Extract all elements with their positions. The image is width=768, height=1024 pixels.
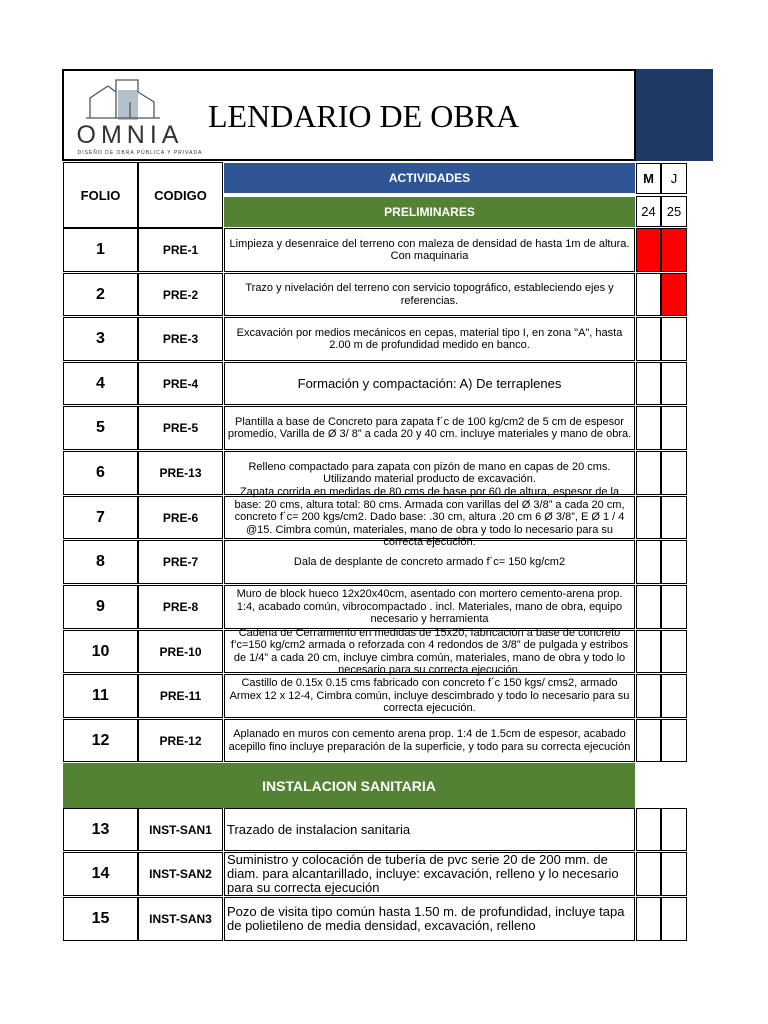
day-num-24: 24: [636, 196, 661, 227]
row-folio: 8: [63, 540, 138, 584]
folio-header: FOLIO: [63, 162, 138, 228]
schedule-cell: [636, 273, 661, 316]
schedule-cell: [661, 674, 687, 718]
schedule-cell-filled: [636, 228, 661, 272]
row-folio: 13: [63, 808, 138, 851]
schedule-cell: [636, 852, 661, 896]
row-description: Trazado de instalacion sanitaria: [224, 808, 635, 851]
schedule-cell: [636, 674, 661, 718]
schedule-cell: [661, 451, 687, 495]
row-codigo: INST-SAN2: [138, 852, 223, 896]
row-description: Limpieza y desenraice del terreno con maleza de densidad de hasta 1m de altura. Con maquinaria: [224, 228, 635, 272]
row-folio: 4: [63, 362, 138, 405]
row-codigo: INST-SAN1: [138, 808, 223, 851]
row-description: Zapata corrida en medidas de 80 cms de base por 60 de altura, espesor de la base: 20 cms, altura total: 80 cms. Armada con varillas del Ø 3/8” a cada 20 cm, concreto f´c= 200 kgs/cm2. Dado base: .30 cm, altura .20 cm 6 Ø 3/8”, E Ø 1 / 4 @15. Cimbra común, materiales, mano de obra y todo lo necesario para su correcta ejecución.: [224, 496, 635, 539]
schedule-cell-filled: [661, 273, 687, 316]
row-folio: 9: [63, 585, 138, 629]
logo-brand: OMNIA: [76, 121, 184, 149]
row-description: Formación y compactación: A) De terraplenes: [224, 362, 635, 405]
row-description: Relleno compactado para zapata con pizón de mano en capas de 20 cms. Utilizando material producto de excavación.: [224, 451, 635, 495]
schedule-cell: [661, 317, 687, 361]
day-num-25: 25: [661, 196, 687, 227]
row-codigo: PRE-5: [138, 406, 223, 450]
codigo-header: CODIGO: [138, 162, 223, 228]
row-folio: 10: [63, 630, 138, 673]
omnia-logo: [68, 72, 210, 158]
row-codigo: PRE-2: [138, 273, 223, 316]
row-description: Dala de desplante de concreto armado f´c= 150 kg/cm2: [224, 540, 635, 584]
schedule-cell: [661, 897, 687, 941]
row-description: Trazo y nivelación del terreno con servicio topográfico, estableciendo ejes y referencias.: [224, 273, 635, 316]
row-codigo: PRE-1: [138, 228, 223, 272]
row-folio: 15: [63, 897, 138, 941]
instalacion-sanitaria-header: INSTALACION SANITARIA: [63, 763, 635, 808]
schedule-cell: [661, 808, 687, 851]
schedule-cell: [661, 406, 687, 450]
row-description: Plantilla a base de Concreto para zapata f´c de 100 kg/cm2 de 5 cm de espesor promedio, Varilla de Ø 3/ 8” a cada 20 y 40 cm. incluye materiales y mano de obra.: [224, 406, 635, 450]
schedule-cell: [661, 719, 687, 762]
schedule-cell: [636, 496, 661, 539]
schedule-cell: [636, 317, 661, 361]
row-codigo: PRE-7: [138, 540, 223, 584]
row-folio: 1: [63, 228, 138, 272]
schedule-cell: [661, 540, 687, 584]
row-folio: 5: [63, 406, 138, 450]
day-label-j: J: [661, 163, 687, 194]
schedule-cell: [661, 362, 687, 405]
schedule-cell: [636, 808, 661, 851]
schedule-cell: [636, 451, 661, 495]
row-description: Pozo de visita tipo común hasta 1.50 m. de profundidad, incluye tapa de polietileno de media densidad, excavación, relleno: [224, 897, 635, 941]
schedule-cell: [636, 585, 661, 629]
logo-tagline: DISEÑO DE OBRA PÚBLICA Y PRIVADA: [77, 150, 203, 156]
row-codigo: PRE-4: [138, 362, 223, 405]
row-codigo: INST-SAN3: [138, 897, 223, 941]
row-folio: 6: [63, 451, 138, 495]
row-description: Castillo de 0.15x 0.15 cms fabricado con concreto f´c 150 kgs/ cms2, armado Armex 12 x 12-4, Cimbra común, incluye descimbrado y todo lo necesario para su correcta ejecución.: [224, 674, 635, 718]
schedule-cell: [636, 406, 661, 450]
header-navy-band: [636, 69, 713, 161]
preliminares-header: PRELIMINARES: [224, 197, 635, 227]
page-title: LENDARIO DE OBRA: [208, 98, 520, 134]
row-description: Aplanado en muros con cemento arena prop. 1:4 de 1.5cm de espesor, acabado acepillo fino incluye preparación de la superficie, y todo para su correcta ejecución: [224, 719, 635, 762]
schedule-cell: [636, 362, 661, 405]
actividades-header: ACTIVIDADES: [224, 163, 635, 193]
row-folio: 7: [63, 496, 138, 539]
schedule-cell: [636, 540, 661, 584]
row-folio: 12: [63, 719, 138, 762]
schedule-cell: [636, 630, 661, 673]
row-description: Muro de block hueco 12x20x40cm, asentado con mortero cemento-arena prop. 1:4, acabado común, vibrocompactado . incl. Materiales, mano de obra, equipo necesario y herramienta: [224, 585, 635, 629]
row-codigo: PRE-6: [138, 496, 223, 539]
row-folio: 14: [63, 852, 138, 896]
row-folio: 2: [63, 273, 138, 316]
schedule-cell: [636, 897, 661, 941]
row-description: Excavación por medios mecánicos en cepas, material tipo I, en zona "A", hasta 2.00 m de profundidad medido en banco.: [224, 317, 635, 361]
row-folio: 3: [63, 317, 138, 361]
schedule-cell: [661, 630, 687, 673]
schedule-cell: [661, 852, 687, 896]
row-codigo: PRE-8: [138, 585, 223, 629]
schedule-cell: [636, 719, 661, 762]
row-codigo: PRE-10: [138, 630, 223, 673]
row-codigo: PRE-12: [138, 719, 223, 762]
day-label-m: M: [636, 163, 661, 194]
row-description: Suministro y colocación de tubería de pvc serie 20 de 200 mm. de diam. para alcantarillado, incluye: excavación, relleno y lo necesario para su correcta ejecución: [224, 852, 635, 896]
row-codigo: PRE-11: [138, 674, 223, 718]
schedule-cell: [661, 585, 687, 629]
schedule-cell-filled: [661, 228, 687, 272]
row-codigo: PRE-3: [138, 317, 223, 361]
row-description: Cadena de Cerramiento en medidas de 15x20, fabricación a base de concreto f’c=150 kg/cm2 armada o reforzada con 4 redondos de 3/8” de pulgada y estribos de 1/4” a cada 20 cm, incluye cimbra común, materiales, mano de obra y todo lo necesario para su correcta ejecución.: [224, 630, 635, 673]
row-codigo: PRE-13: [138, 451, 223, 495]
schedule-cell: [661, 496, 687, 539]
row-folio: 11: [63, 674, 138, 718]
